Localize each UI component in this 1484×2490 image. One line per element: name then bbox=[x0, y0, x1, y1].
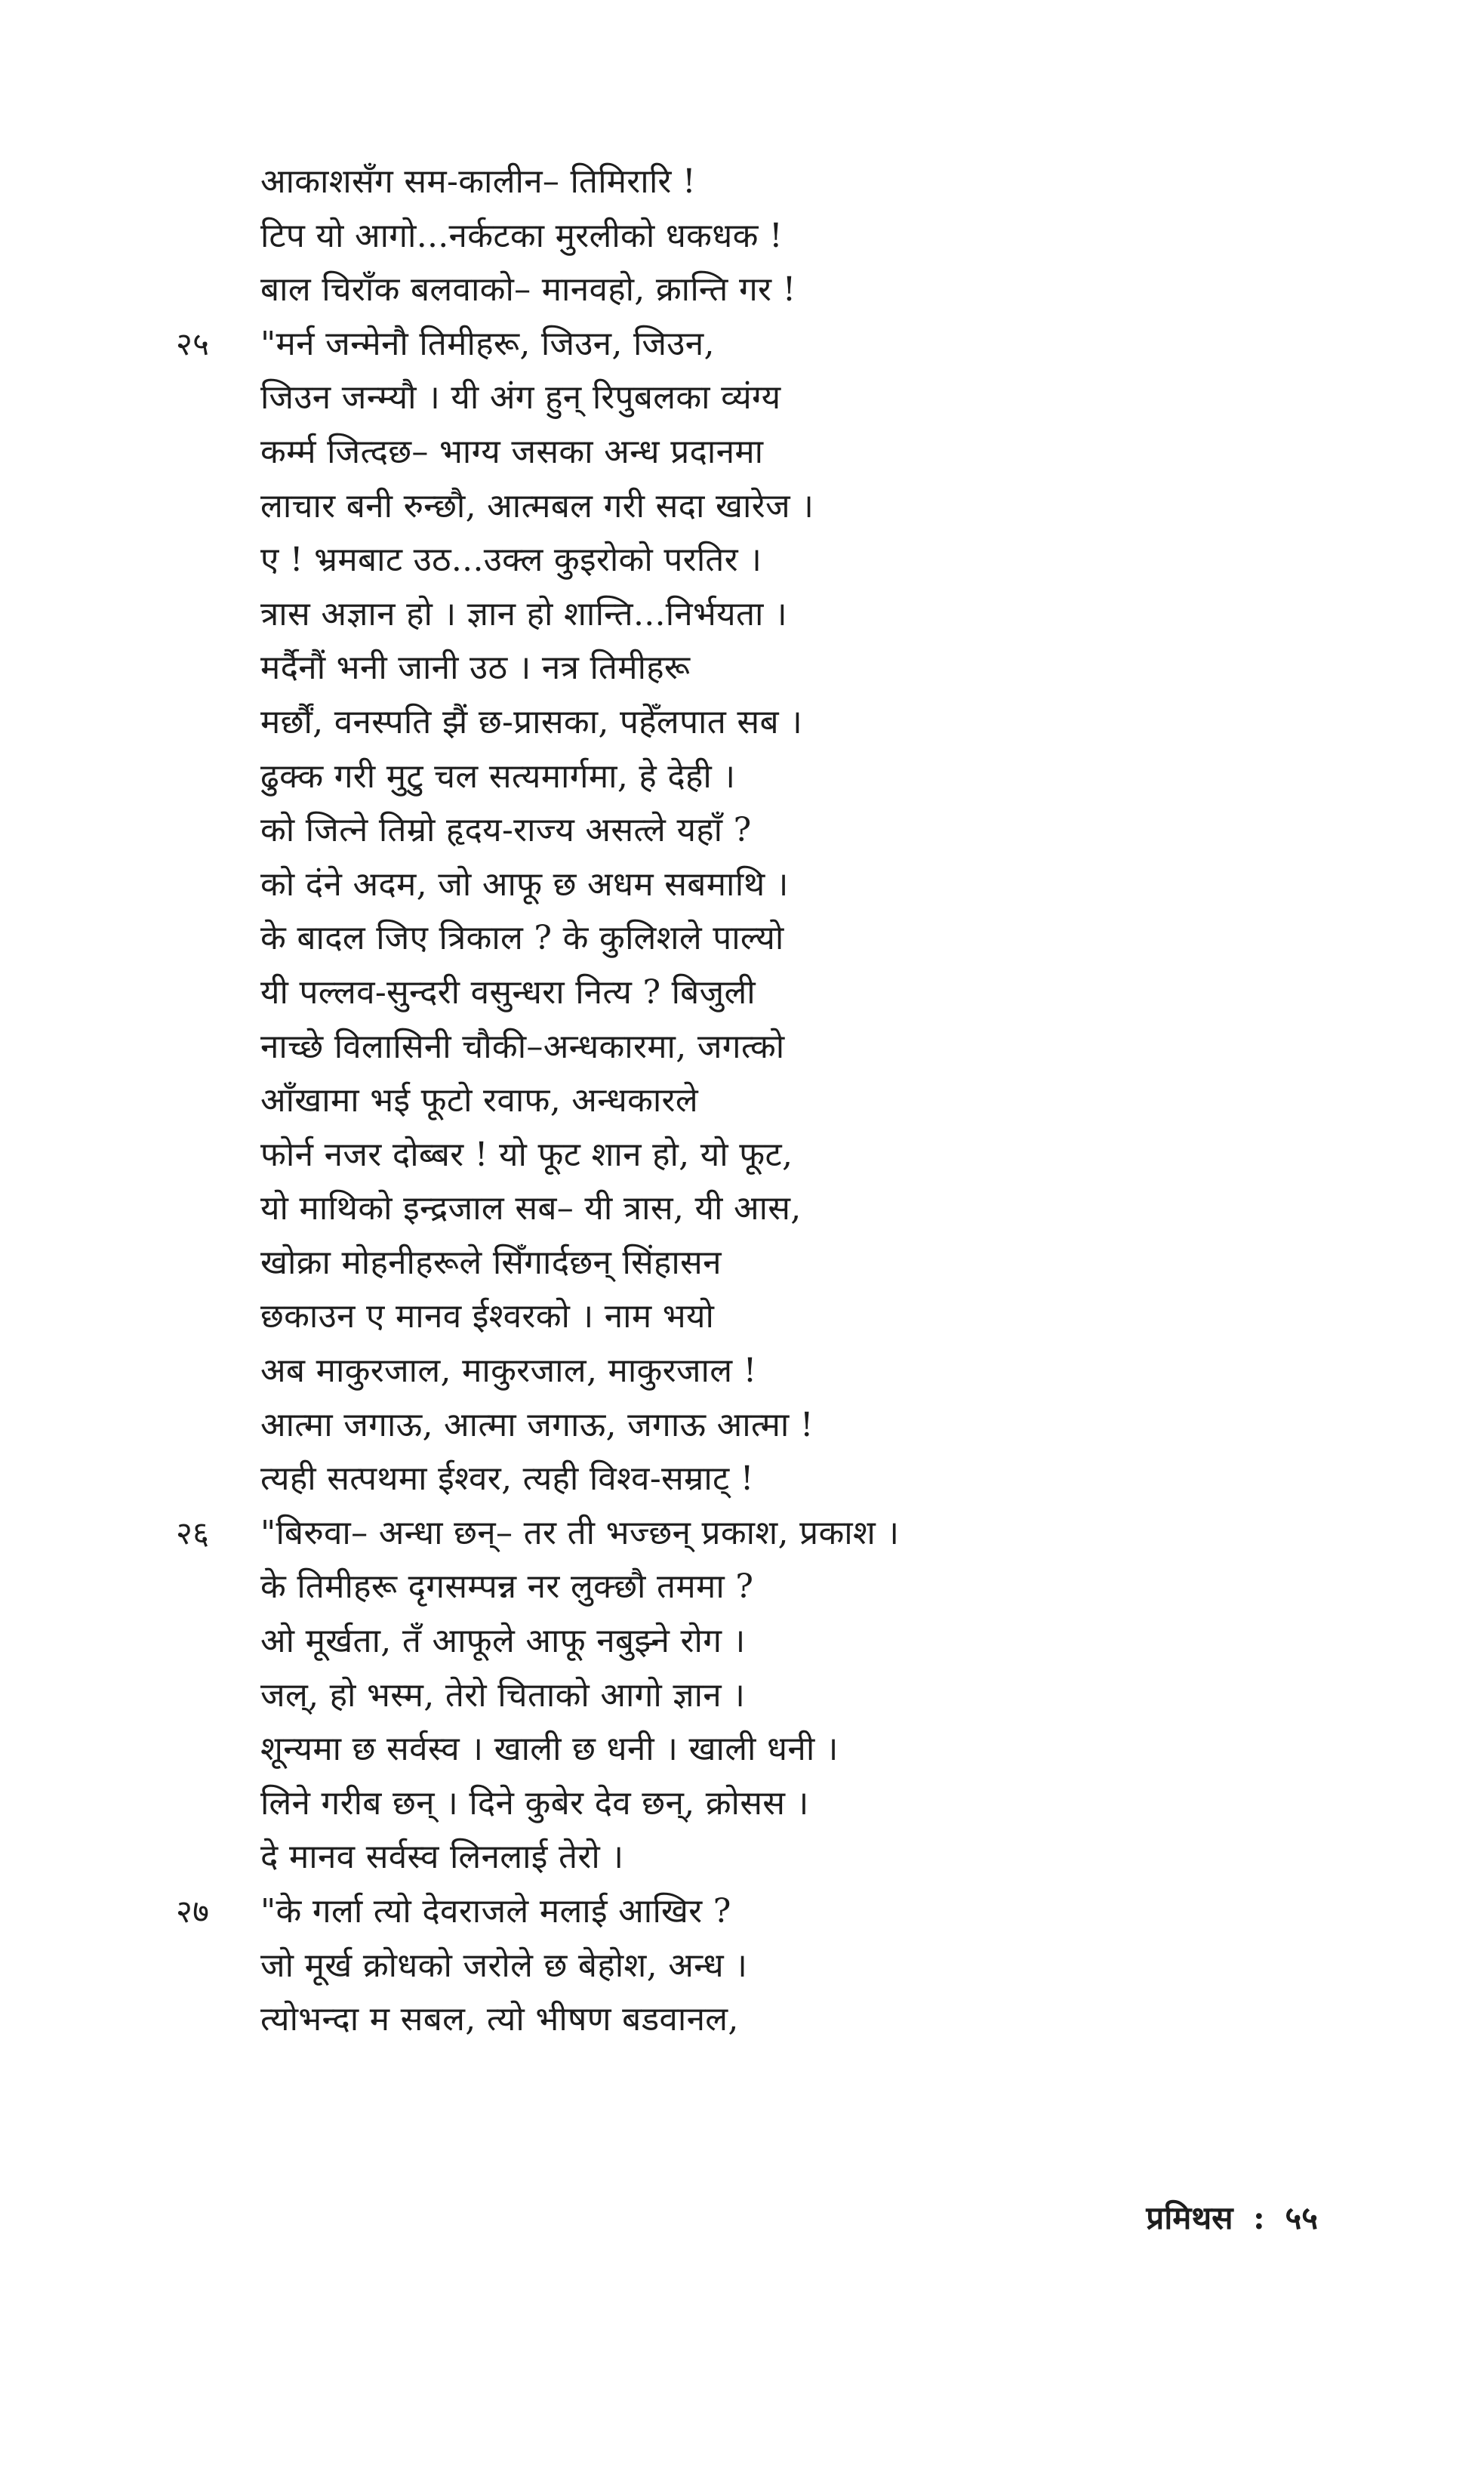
poem-line bbox=[260, 1020, 1378, 1074]
poem-line bbox=[260, 155, 1378, 209]
poem-line bbox=[260, 1777, 1378, 1831]
page-footer bbox=[1146, 2196, 1318, 2239]
poem-line bbox=[260, 1669, 1378, 1723]
footer-separator: : bbox=[1253, 2199, 1265, 2236]
poem-line bbox=[260, 1290, 1378, 1344]
poem-line-text: अब माकुरजाल, माकुरजाल, माकुरजाल ! bbox=[260, 1351, 757, 1391]
poem-line-text: दे मानव सर्वस्व लिनलाई तेरो । bbox=[260, 1838, 624, 1877]
verse-number: २६ bbox=[176, 1514, 210, 1552]
poem-line-text: नाच्छे विलासिनी चौकी–अन्धकारमा, जगत्को bbox=[260, 1027, 785, 1066]
poem-line-text: फोर्न नजर दोब्बर ! यो फूट शान हो, यो फूट, bbox=[260, 1135, 793, 1174]
poem-line-text: "के गर्ला त्यो देवराजले मलाई आखिर ? bbox=[260, 1892, 731, 1931]
poem-line bbox=[260, 425, 1378, 479]
poem-line-text: यी पल्लव-सुन्दरी वसुन्धरा नित्य ? बिजुली bbox=[260, 972, 756, 1012]
poem-line bbox=[176, 1884, 1378, 1939]
poem-line-text: त्यही सत्पथमा ईश्वर, त्यही विश्व-सम्राट् ! bbox=[260, 1459, 754, 1499]
poem-line-text: लिने गरीब छन् । दिने कुबेर देव छन्, क्रोसस । bbox=[260, 1783, 809, 1823]
poem-line-text: के तिमीहरू दृगसम्पन्न नर लुक्छौ तममा ? bbox=[260, 1567, 754, 1607]
poem-line bbox=[260, 1614, 1378, 1669]
poem-line-text: लाचार बनी रुन्छौ, आत्मबल गरी सदा खारेज । bbox=[260, 486, 814, 525]
poem-line-text: जिउन जन्म्यौ । यी अंग हुन् रिपुबलका व्यंग्य bbox=[260, 378, 781, 418]
poem-line-text: को दंने अदम, जो आफू छ अधम सबमाथि । bbox=[260, 864, 789, 904]
poem-line bbox=[260, 695, 1378, 750]
poem-line bbox=[260, 641, 1378, 695]
poem-line bbox=[260, 209, 1378, 263]
poem-line-text: ए ! भ्रमबाट उठ...उक्ल कुइरोको परतिर । bbox=[260, 541, 762, 580]
poem-line-text: शून्यमा छ सर्वस्व । खाली छ धनी । खाली धनी । bbox=[260, 1730, 839, 1769]
poem-line-text: को जित्ने तिम्रो हृदय-राज्य असत्ले यहाँ ? bbox=[260, 811, 752, 850]
poem-line bbox=[260, 371, 1378, 425]
poem-line-text: आत्मा जगाऊ, आत्मा जगाऊ, जगाऊ आत्मा ! bbox=[260, 1405, 814, 1444]
poem-line bbox=[260, 1182, 1378, 1236]
poem-line bbox=[260, 533, 1378, 587]
footer-book-title: प्रमिथस bbox=[1146, 2199, 1233, 2236]
poem-line bbox=[260, 587, 1378, 642]
poem-line bbox=[260, 479, 1378, 534]
poem-line-text: जल्, हो भस्म, तेरो चिताको आगो ज्ञान । bbox=[260, 1675, 746, 1715]
poem-line-text: आँखामा भई फूटो रवाफ, अन्धकारले bbox=[260, 1081, 698, 1120]
poem-line bbox=[260, 1344, 1378, 1398]
verse-number: २५ bbox=[176, 325, 210, 362]
poem-line-text: ओ मूर्खता, तँ आफूले आफू नबुझ्ने रोग । bbox=[260, 1622, 746, 1661]
poem-line bbox=[260, 1722, 1378, 1777]
poem-line-text: "बिरुवा– अन्धा छन्– तर ती भज्छन् प्रकाश, प्रकाश । bbox=[260, 1513, 900, 1552]
poem-line bbox=[260, 966, 1378, 1020]
poem-line bbox=[260, 263, 1378, 317]
poem-line-text: बाल चिराँक बलवाको– मानवहो, क्रान्ति गर ! bbox=[260, 270, 796, 310]
poem-line-text: त्योभन्दा म सबल, त्यो भीषण बडवानल, bbox=[260, 2000, 739, 2039]
poem-line bbox=[260, 750, 1378, 804]
poem-line bbox=[260, 1452, 1378, 1506]
poem-line bbox=[260, 911, 1378, 966]
poem-line-text: ढुक्क गरी मुटु चल सत्यमार्गमा, हे देही । bbox=[260, 757, 736, 796]
poem-line bbox=[260, 1830, 1378, 1884]
poem-line bbox=[176, 1506, 1378, 1561]
poem-line-text: "मर्न जन्मेनौ तिमीहरू, जिउन, जिउन, bbox=[260, 324, 715, 363]
poem-line-text: के बादल जिए त्रिकाल ? के कुलिशले पाल्यो bbox=[260, 919, 784, 958]
poem-line-text: यो माथिको इन्द्रजाल सब– यी त्रास, यी आस, bbox=[260, 1189, 802, 1228]
poem-line-text: जो मूर्ख क्रोधको जरोले छ बेहोश, अन्ध । bbox=[260, 1946, 748, 1985]
poem-line-text: कर्म्म जित्दछ– भाग्य जसका अन्ध प्रदानमा bbox=[260, 432, 764, 471]
poem-line-text: त्रास अज्ञान हो । ज्ञान हो शान्ति...निर्भयता । bbox=[260, 594, 788, 633]
poem-line bbox=[260, 858, 1378, 912]
poem-line-text: टिप यो आगो...नर्कटका मुरलीको धकधक ! bbox=[260, 216, 783, 255]
poem-line-text: मर्दैनौं भनी जानी उठ । नत्र तिमीहरू bbox=[260, 649, 691, 688]
poem-line bbox=[260, 1236, 1378, 1290]
poem-line bbox=[260, 1398, 1378, 1453]
poem-line bbox=[260, 1074, 1378, 1128]
poem-body bbox=[176, 155, 1378, 2047]
poem-line-text: छकाउन ए मानव ईश्वरको । नाम भयो bbox=[260, 1297, 715, 1336]
poem-line bbox=[176, 317, 1378, 371]
poem-line-text: आकाशसँग सम-कालीन– तिमिरारि ! bbox=[260, 162, 696, 201]
poem-line bbox=[260, 1560, 1378, 1614]
page-number: ५५ bbox=[1285, 2199, 1318, 2236]
poem-line bbox=[260, 1128, 1378, 1182]
verse-number: २७ bbox=[176, 1893, 210, 1930]
poem-line bbox=[260, 1939, 1378, 1993]
poem-line-text: मर्छौं, वनस्पति झैं छ-प्रासका, पहेँलपात सब । bbox=[260, 702, 803, 741]
poem-line bbox=[260, 1992, 1378, 2047]
poem-line bbox=[260, 803, 1378, 858]
poem-line-text: खोक्रा मोहनीहरूले सिँगार्दछन् सिंहासन bbox=[260, 1243, 722, 1282]
